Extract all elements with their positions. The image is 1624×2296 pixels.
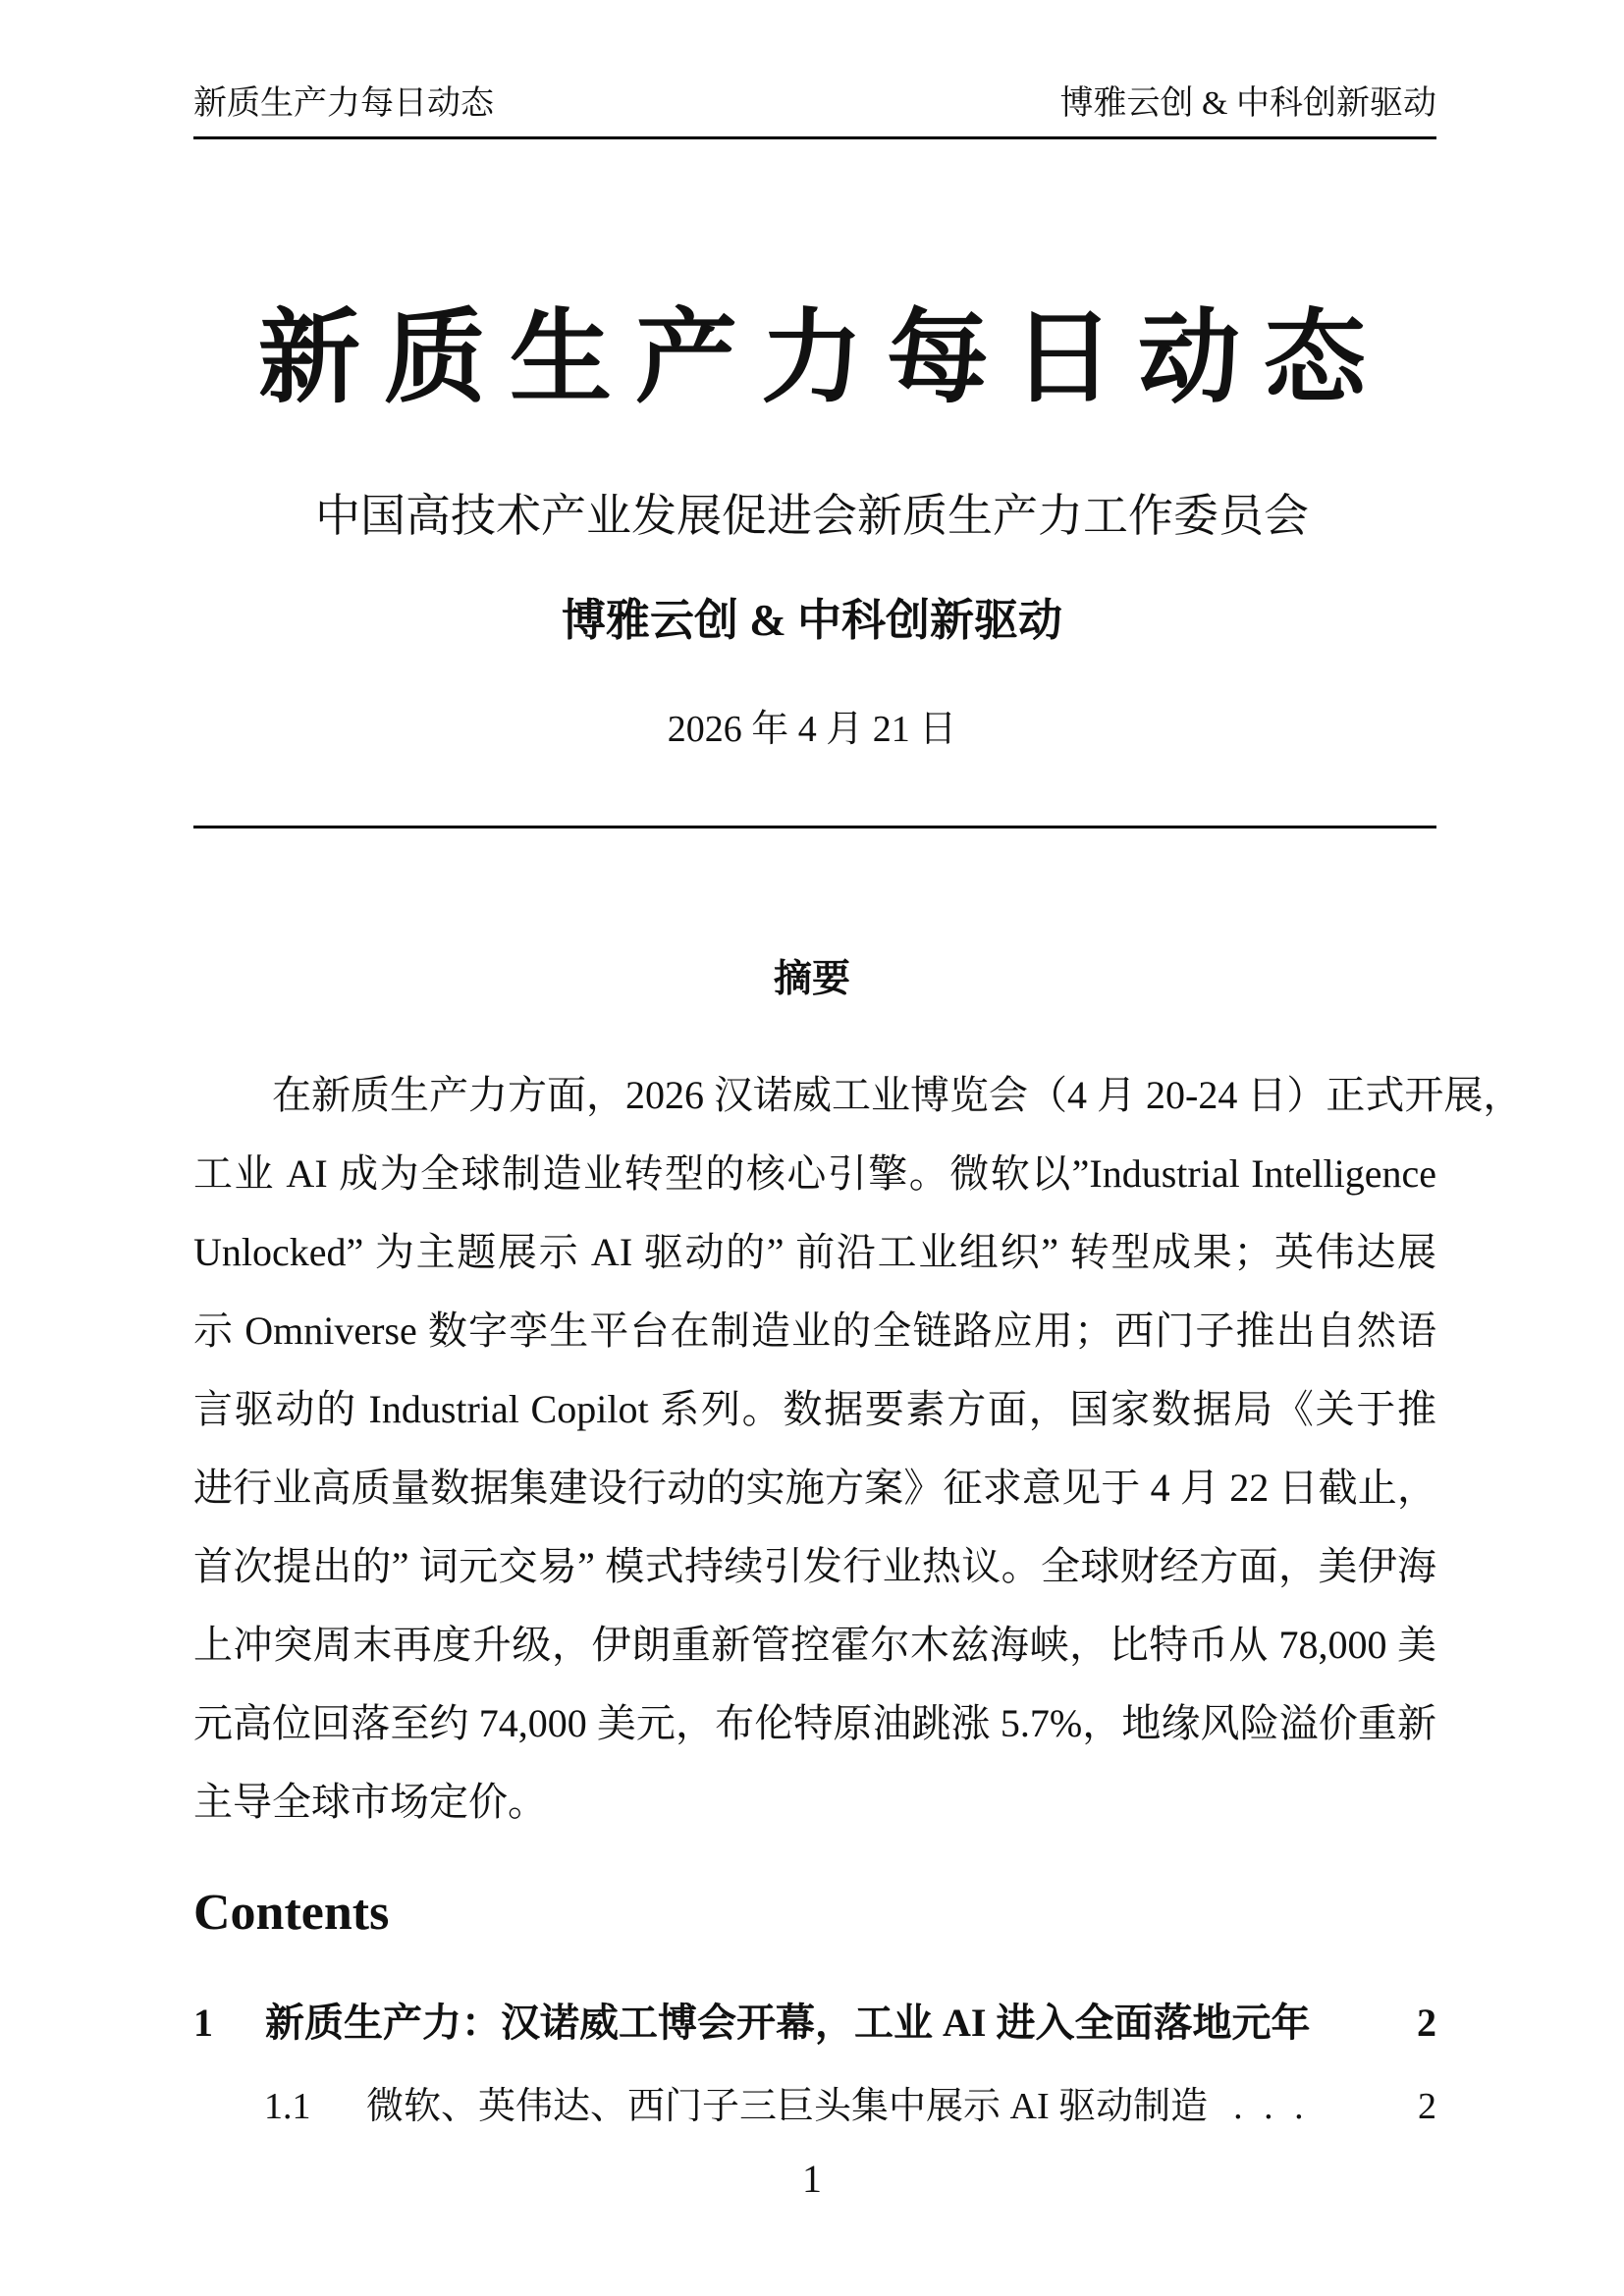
abstract-line: 在新质生产力方面，2026 汉诺威工业博览会（4 月 20-24 日）正式开展， [272,1073,1523,1117]
toc-entry-1.1[interactable] [193,2083,1436,2130]
running-header [193,84,1436,124]
abstract-body [193,1056,1523,1842]
document-subtitle: 中国高技术产业发展促进会新质生产力工作委员会 [315,491,1309,541]
document-title: 新质生产力每日动态 [257,302,1389,415]
abstract-line: 示 Omniverse 数字孪生平台在制造业的全链路应用；西门子推出自然语 [193,1308,1436,1353]
toc-entry-page: 2 [1418,2086,1436,2127]
toc-entry-title: 新质生产力：汉诺威工博会开幕，工业 AI 进入全面落地元年 [265,2001,1311,2045]
header-left-title: 新质生产力每日动态 [193,85,494,122]
abstract-line: 主导全球市场定价。 [193,1780,547,1824]
abstract-line: 工业 AI 成为全球制造业转型的核心引擎。微软以”Industrial Intelligence [193,1151,1436,1196]
abstract-line: 上冲突周末再度升级，伊朗重新管控霍尔木兹海峡，比特币从 78,000 美 [193,1623,1436,1667]
abstract-line: 进行业高质量数据集建设行动的实施方案》征求意见于 4 月 22 日截止， [193,1466,1436,1510]
toc-dot-leader: . . . [1233,2086,1310,2127]
table-of-contents [193,1999,1436,2130]
document-authors: 博雅云创 & 中科创新驱动 [562,596,1062,645]
toc-entry-title: 微软、英伟达、西门子三巨头集中展示 AI 驱动制造 [366,2086,1209,2127]
contents-heading: Contents [193,1885,390,1941]
abstract-line: 首次提出的” 词元交易” 模式持续引发行业热议。全球财经方面，美伊海 [193,1544,1436,1588]
page-number: 1 [802,2157,822,2201]
abstract-line: 言驱动的 Industrial Copilot 系列。数据要素方面，国家数据局《关于推 [193,1387,1436,1431]
abstract-line: Unlocked” 为主题展示 AI 驱动的” 前沿工业组织” 转型成果；英伟达展 [193,1230,1436,1274]
header-rule [193,136,1436,139]
toc-entry-1[interactable] [193,1999,1436,2048]
document-date: 2026 年 4 月 21 日 [667,709,957,750]
header-right-title: 博雅云创 & 中科创新驱动 [1059,85,1436,122]
title-separator-rule [193,826,1436,828]
toc-entry-number: 1 [193,2001,213,2045]
abstract-line: 元高位回落至约 74,000 美元，布伦特原油跳涨 5.7%，地缘风险溢价重新 [193,1701,1436,1745]
toc-entry-number: 1.1 [264,2086,311,2127]
abstract-heading: 摘要 [773,958,850,1000]
toc-entry-page: 2 [1417,2001,1436,2045]
